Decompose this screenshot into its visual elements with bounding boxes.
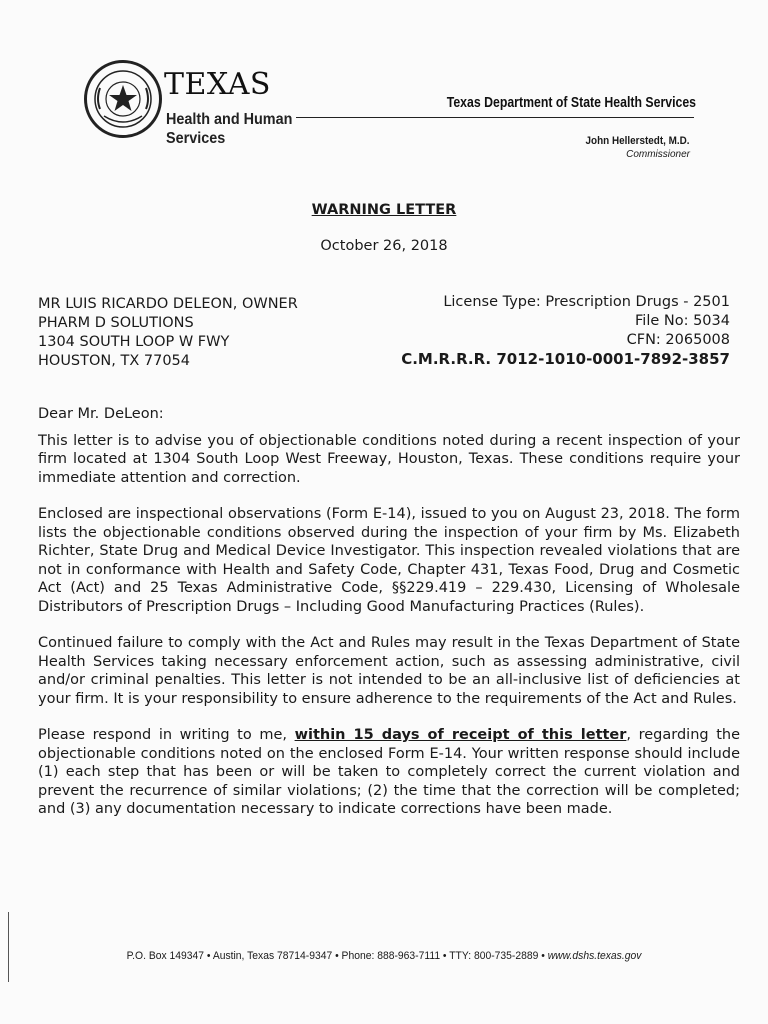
recipient-line-2: PHARM D SOLUTIONS (38, 315, 194, 331)
paragraph-3: Continued failure to comply with the Act and Rules may result in the Texas Department of State Health Services taking necessary enforcement action, such as assessing administrative, civil and/or criminal penalties. This letter is not intended to be an all-inclusive list of deficiencies at your firm. It is your responsibility to ensure adherence to the requirements of the Act and Rules. (38, 635, 740, 707)
recipient-line-1: MR LUIS RICARDO DELEON, OWNER (38, 296, 298, 312)
brand-subtitle (166, 110, 292, 148)
brand-title: TEXAS (164, 67, 271, 102)
cfn-number: CFN: 2065008 (626, 332, 730, 348)
commissioner-name: John Hellerstedt, M.D. (586, 135, 690, 147)
paragraph-1: This letter is to advise you of objectionable conditions noted during a recent inspection of your firm located at 1304 South Loop West Freeway, Houston, Texas. These conditions require your immediate attention and correction. (38, 432, 740, 486)
letter-heading: WARNING LETTER (311, 202, 457, 218)
license-info (401, 293, 730, 369)
commissioner-block (574, 135, 690, 160)
commissioner-title: Commissioner (626, 149, 690, 160)
footer-contact: P.O. Box 149347 • Austin, Texas 78714-9347 • Phone: 888-963-7111 • TTY: 800-735-2889 • (126, 950, 548, 962)
letter-body (38, 405, 740, 837)
paragraph-4-intro: Please respond in writing to me, (38, 727, 295, 743)
star-icon (88, 64, 158, 134)
letterhead-rule (296, 117, 694, 118)
department-name: Texas Department of State Health Services (446, 94, 696, 111)
file-number: File No: 5034 (635, 313, 730, 329)
brand-subtitle-line-2: Services (166, 130, 226, 147)
letter-footer (23, 950, 745, 962)
paragraph-4 (38, 726, 740, 819)
salutation: Dear Mr. DeLeon: (38, 406, 164, 422)
certified-mail-number: C.M.R.R.R. 7012-1010-0001-7892-3857 (401, 350, 730, 368)
response-deadline: within 15 days of receipt of this letter (294, 727, 627, 743)
brand-subtitle-line-1: Health and Human (166, 111, 293, 128)
footer-website: www.dshs.texas.gov (547, 950, 642, 962)
recipient-address (38, 295, 298, 371)
paragraph-2: Enclosed are inspectional observations (Form E-14), issued to you on August 23, 2018. The form lists the objectionable conditions observed during the inspection of your firm by Ms. Elizabeth Richter, State Drug and Medical Device Investigator. This inspection revealed violations that are not in conformance with Health and Safety Code, Chapter 431, Texas Food, Drug and Cosmetic Act (Act) and 25 Texas Administrative Code, §§229.419 – 229.430, Licensing of Wholesale Distributors of Prescription Drugs – Including Good Manufacturing Practices (Rules). (38, 506, 740, 615)
margin-mark (8, 912, 9, 982)
recipient-line-3: 1304 SOUTH LOOP W FWY (38, 334, 230, 350)
paragraph-4-rest: , regarding the objectionable conditions noted on the enclosed Form E-14. Your written response should include (1) each step that has been or will be taken to completely correct the current violation and prevent the recurrence of similar violations; (2) the time that the correction will be completed; and (3) any documentation necessary to indicate corrections have been made. (38, 727, 740, 817)
texas-seal-logo (84, 60, 162, 138)
recipient-line-4: HOUSTON, TX 77054 (38, 353, 190, 369)
license-type: License Type: Prescription Drugs - 2501 (443, 294, 730, 310)
letter-date: October 26, 2018 (320, 238, 448, 254)
